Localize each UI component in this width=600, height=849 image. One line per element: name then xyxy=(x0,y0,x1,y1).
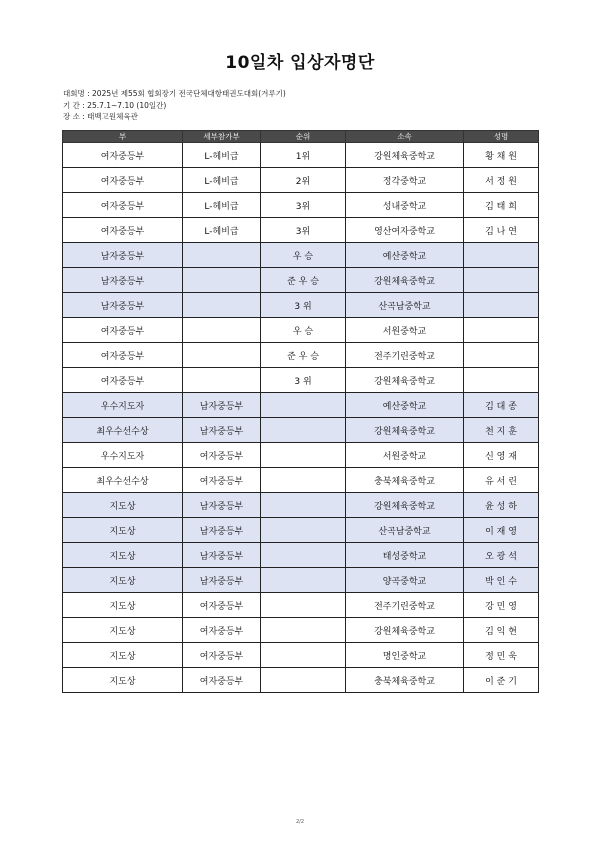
cell-affiliation: 명인중학교 xyxy=(346,643,464,668)
cell-rank: 준 우 승 xyxy=(261,343,346,368)
cell-sub-division: 남자중등부 xyxy=(183,418,261,443)
cell-affiliation: 충북체육중학교 xyxy=(346,468,464,493)
cell-name: 정 민 욱 xyxy=(464,643,539,668)
table-row xyxy=(63,668,539,693)
cell-name: 이 준 기 xyxy=(464,668,539,693)
table-row xyxy=(63,193,539,218)
cell-affiliation: 성내중학교 xyxy=(346,193,464,218)
table-body xyxy=(63,143,539,693)
cell-rank: 우 승 xyxy=(261,318,346,343)
cell-rank: 2위 xyxy=(261,168,346,193)
cell-division: 지도상 xyxy=(63,493,183,518)
page-number: 2/2 xyxy=(295,819,305,825)
cell-sub-division: 여자중등부 xyxy=(183,468,261,493)
winners-table xyxy=(62,130,539,693)
cell-division: 여자중등부 xyxy=(63,218,183,243)
cell-affiliation: 충북체육중학교 xyxy=(346,668,464,693)
cell-rank: 3위 xyxy=(261,218,346,243)
table-row xyxy=(63,168,539,193)
cell-sub-division xyxy=(183,243,261,268)
cell-division: 지도상 xyxy=(63,668,183,693)
table-row xyxy=(63,493,539,518)
cell-division: 최우수선수상 xyxy=(63,468,183,493)
cell-rank: 3 위 xyxy=(261,368,346,393)
cell-affiliation: 강원체육중학교 xyxy=(346,268,464,293)
cell-division: 남자중등부 xyxy=(63,243,183,268)
header-name: 성명 xyxy=(464,131,539,143)
table-row xyxy=(63,343,539,368)
cell-affiliation: 강원체육중학교 xyxy=(346,618,464,643)
cell-sub-division: 남자중등부 xyxy=(183,393,261,418)
cell-rank xyxy=(261,643,346,668)
cell-sub-division: 남자중등부 xyxy=(183,568,261,593)
cell-sub-division xyxy=(183,343,261,368)
event-info xyxy=(63,88,286,123)
cell-rank: 3 위 xyxy=(261,293,346,318)
table-row xyxy=(63,218,539,243)
cell-rank xyxy=(261,618,346,643)
header-rank: 순위 xyxy=(261,131,346,143)
cell-name xyxy=(464,293,539,318)
cell-affiliation: 서원중학교 xyxy=(346,318,464,343)
table-row xyxy=(63,593,539,618)
cell-affiliation: 산곡남중학교 xyxy=(346,518,464,543)
cell-division: 지도상 xyxy=(63,593,183,618)
cell-name xyxy=(464,343,539,368)
cell-affiliation: 강원체육중학교 xyxy=(346,368,464,393)
cell-affiliation: 전주기린중학교 xyxy=(346,593,464,618)
table-row xyxy=(63,368,539,393)
cell-sub-division xyxy=(183,368,261,393)
cell-rank xyxy=(261,593,346,618)
cell-rank xyxy=(261,443,346,468)
cell-name: 박 인 수 xyxy=(464,568,539,593)
page-title: 10일차 입상자명단 xyxy=(225,53,375,73)
cell-sub-division: 여자중등부 xyxy=(183,643,261,668)
cell-sub-division: 남자중등부 xyxy=(183,543,261,568)
table-row xyxy=(63,143,539,168)
table-row xyxy=(63,443,539,468)
event-venue: 장 소 : 태백고원체육관 xyxy=(63,112,138,121)
table-row xyxy=(63,568,539,593)
cell-division: 지도상 xyxy=(63,618,183,643)
cell-name: 김 나 연 xyxy=(464,218,539,243)
table-row xyxy=(63,293,539,318)
cell-name: 신 영 재 xyxy=(464,443,539,468)
cell-sub-division: 여자중등부 xyxy=(183,443,261,468)
cell-sub-division: 여자중등부 xyxy=(183,668,261,693)
table-row xyxy=(63,618,539,643)
cell-affiliation: 태성중학교 xyxy=(346,543,464,568)
cell-sub-division: L-헤비급 xyxy=(183,143,261,168)
table-row xyxy=(63,418,539,443)
table-row xyxy=(63,318,539,343)
cell-division: 지도상 xyxy=(63,543,183,568)
cell-rank xyxy=(261,543,346,568)
cell-affiliation: 강원체육중학교 xyxy=(346,143,464,168)
cell-sub-division xyxy=(183,293,261,318)
table-row xyxy=(63,518,539,543)
cell-rank: 우 승 xyxy=(261,243,346,268)
cell-name: 서 정 원 xyxy=(464,168,539,193)
cell-affiliation: 강원체육중학교 xyxy=(346,418,464,443)
cell-name: 황 채 원 xyxy=(464,143,539,168)
cell-rank: 준 우 승 xyxy=(261,268,346,293)
cell-name xyxy=(464,368,539,393)
table-row xyxy=(63,468,539,493)
table-header-row xyxy=(63,131,539,143)
cell-sub-division xyxy=(183,268,261,293)
cell-name: 오 광 석 xyxy=(464,543,539,568)
cell-division: 여자중등부 xyxy=(63,143,183,168)
cell-rank xyxy=(261,518,346,543)
cell-name: 강 민 영 xyxy=(464,593,539,618)
cell-division: 우수지도자 xyxy=(63,443,183,468)
cell-rank xyxy=(261,668,346,693)
cell-sub-division xyxy=(183,318,261,343)
cell-sub-division: L-헤비급 xyxy=(183,193,261,218)
cell-division: 여자중등부 xyxy=(63,193,183,218)
table-row xyxy=(63,393,539,418)
header-division: 부 xyxy=(63,131,183,143)
cell-rank: 3위 xyxy=(261,193,346,218)
cell-affiliation: 양곡중학교 xyxy=(346,568,464,593)
cell-affiliation: 예산중학교 xyxy=(346,393,464,418)
cell-division: 우수지도자 xyxy=(63,393,183,418)
cell-division: 지도상 xyxy=(63,643,183,668)
cell-rank xyxy=(261,418,346,443)
cell-affiliation: 영산여자중학교 xyxy=(346,218,464,243)
cell-division: 여자중등부 xyxy=(63,168,183,193)
cell-name: 김 익 현 xyxy=(464,618,539,643)
table-row xyxy=(63,243,539,268)
cell-affiliation: 서원중학교 xyxy=(346,443,464,468)
cell-sub-division: L-헤비급 xyxy=(183,218,261,243)
cell-name: 김 태 희 xyxy=(464,193,539,218)
cell-division: 남자중등부 xyxy=(63,268,183,293)
cell-rank: 1위 xyxy=(261,143,346,168)
cell-division: 여자중등부 xyxy=(63,368,183,393)
cell-sub-division: 남자중등부 xyxy=(183,493,261,518)
cell-sub-division: L-헤비급 xyxy=(183,168,261,193)
cell-rank xyxy=(261,568,346,593)
cell-rank xyxy=(261,393,346,418)
cell-sub-division: 여자중등부 xyxy=(183,593,261,618)
cell-division: 여자중등부 xyxy=(63,318,183,343)
cell-name: 유 서 린 xyxy=(464,468,539,493)
cell-name: 김 대 종 xyxy=(464,393,539,418)
cell-rank xyxy=(261,493,346,518)
cell-division: 여자중등부 xyxy=(63,343,183,368)
table-row xyxy=(63,268,539,293)
cell-division: 지도상 xyxy=(63,518,183,543)
cell-name: 천 지 훈 xyxy=(464,418,539,443)
header-sub-division: 세부참가부 xyxy=(183,131,261,143)
cell-affiliation: 산곡남중학교 xyxy=(346,293,464,318)
cell-name xyxy=(464,243,539,268)
cell-name xyxy=(464,318,539,343)
cell-division: 남자중등부 xyxy=(63,293,183,318)
event-period: 기 간 : 25.7.1~7.10 (10일간) xyxy=(63,100,167,110)
cell-sub-division: 여자중등부 xyxy=(183,618,261,643)
cell-affiliation: 예산중학교 xyxy=(346,243,464,268)
cell-division: 최우수선수상 xyxy=(63,418,183,443)
cell-rank xyxy=(261,468,346,493)
table-row xyxy=(63,543,539,568)
cell-division: 지도상 xyxy=(63,568,183,593)
header-affiliation: 소속 xyxy=(346,131,464,143)
cell-affiliation: 정각중학교 xyxy=(346,168,464,193)
cell-name xyxy=(464,268,539,293)
table-row xyxy=(63,643,539,668)
cell-name: 윤 성 하 xyxy=(464,493,539,518)
cell-sub-division: 남자중등부 xyxy=(183,518,261,543)
cell-affiliation: 전주기린중학교 xyxy=(346,343,464,368)
cell-name: 이 재 영 xyxy=(464,518,539,543)
event-name: 대회명 : 2025년 제55회 협회장기 전국단체대항태권도대회(겨루기) xyxy=(63,89,286,98)
cell-affiliation: 강원체육중학교 xyxy=(346,493,464,518)
